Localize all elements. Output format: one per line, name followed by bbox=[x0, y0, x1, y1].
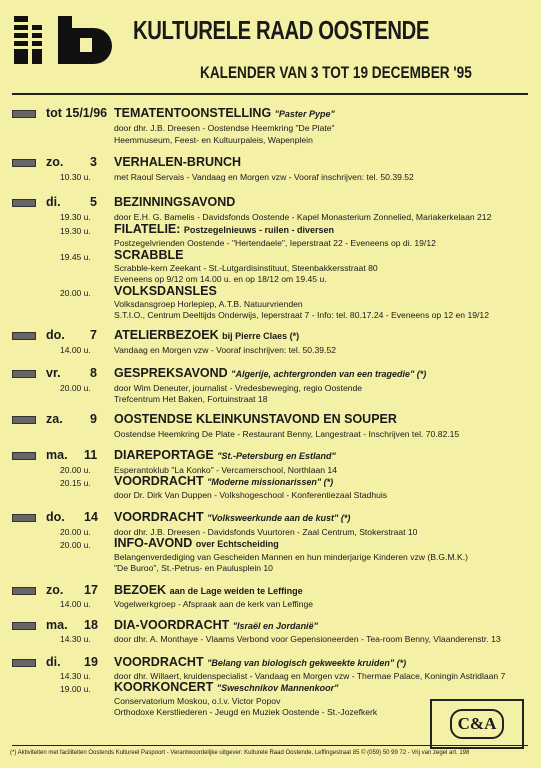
footer-note: (*) Aktiviteiten met faciliteiten Oostends Kultureel Paspoort - Verantwoordelijke uitgever: Kulturele Raad Oostende, Leffingestraat 85 © (059) 50 99 72 - Vrij van zegel art. 198 bbox=[10, 750, 470, 756]
entry-time: 10.30 u. bbox=[60, 172, 91, 182]
entry-marker bbox=[12, 199, 36, 207]
entry-daynum: 3 bbox=[90, 155, 97, 169]
entry-marker bbox=[12, 659, 36, 667]
entry-daynum: 7 bbox=[90, 328, 97, 342]
entry-detail: door E.H. G. Bamelis - Davidsfonds Oostende - Kapel Monasterium Zonnelied, Mariakerkelaan 212 bbox=[114, 212, 492, 222]
entry-detail: Trefcentrum Het Baken, Fortuinstraat 18 bbox=[114, 394, 268, 404]
entry-subtitle: KOORKONCERT "Sweschnikov Mannenkoor" bbox=[114, 680, 339, 694]
entry-detail: Conservatorium Moskou, o.l.v. Victor Popov bbox=[114, 696, 281, 706]
entry-marker bbox=[12, 452, 36, 460]
entry-marker bbox=[12, 110, 36, 118]
entry-title: VOORDRACHT "Belang van biologisch gekweekte kruiden" (*) bbox=[114, 655, 407, 669]
entry-time: 20.15 u. bbox=[60, 478, 91, 488]
entry-detail: Postzegelvrienden Oostende - "Hertendaele", Ieperstraat 22 - Eveneens op di. 19/12 bbox=[114, 238, 436, 248]
entry-detail: S.T.I.O., Centrum Deeltijds Onderwijs, Ieperstraat 7 - Info: tel. 80.17.24 - Eveneens op 12 en 19/12 bbox=[114, 310, 489, 320]
entry-detail: Vogelwerkgroep - Afspraak aan de kerk van Leffinge bbox=[114, 599, 314, 609]
entry-time: 20.00 u. bbox=[60, 383, 91, 393]
entry-marker bbox=[12, 416, 36, 424]
entry-daynum: 11 bbox=[84, 448, 98, 462]
entry-day: do. bbox=[46, 510, 65, 524]
entry-day: za. bbox=[46, 412, 63, 426]
entry-time: 19.45 u. bbox=[60, 252, 91, 262]
entry-detail: "De Buroo", St.-Petrus- en Paulusplein 10 bbox=[114, 563, 273, 573]
entry-day: zo. bbox=[46, 155, 64, 169]
entry-title: ATELIERBEZOEK bij Pierre Claes (*) bbox=[114, 328, 300, 342]
entry-marker bbox=[12, 587, 36, 595]
entry-daynum: 19 bbox=[84, 655, 98, 669]
entry-time: 19.30 u. bbox=[60, 226, 91, 236]
entry-detail: door Wim Deneuter, journalist - Vredesbeweging, regio Oostende bbox=[114, 383, 363, 393]
ca-logo-text: C&A bbox=[450, 709, 504, 739]
entry-detail: door dhr. J.B. Dreesen - Davidsfonds Vuurtoren - Zaal Centrum, Stokerstraat 10 bbox=[114, 527, 418, 537]
page-subtitle: KALENDER VAN 3 TOT 19 DECEMBER '95 bbox=[200, 63, 472, 82]
entry-title: DIAREPORTAGE "St.-Petersburg en Estland" bbox=[114, 448, 336, 462]
footer-divider bbox=[12, 745, 528, 746]
entry-detail: Scrabble-kern Zeekant - St.-Lutgardisinstituut, Steenbakkersstraat 80 bbox=[114, 263, 378, 273]
entry-day: ma. bbox=[46, 618, 68, 632]
entry-daynum: 14 bbox=[84, 510, 98, 524]
entry-time: 20.00 u. bbox=[60, 540, 91, 550]
entry-title: TEMATENTOONSTELLING "Paster Pype" bbox=[114, 106, 335, 120]
entry-marker bbox=[12, 514, 36, 522]
entry-marker bbox=[12, 370, 36, 378]
entry-detail: door dhr. A. Monthaye - Vlaams Verbond voor Gepensioneerden - Tea-room Benny, Vlaanderenstr. 13 bbox=[114, 634, 501, 644]
entry-time: 20.00 u. bbox=[60, 527, 91, 537]
header-divider bbox=[12, 93, 528, 95]
entry-detail: met Raoul Servais - Vandaag en Morgen vzw - Vooraf inschrijven: tel. 50.39.52 bbox=[114, 172, 414, 182]
entry-day: vr. bbox=[46, 366, 61, 380]
entry-subtitle: FILATELIE: Postzegelnieuws - ruilen - diversen bbox=[114, 222, 334, 236]
entry-detail: door Dr. Dirk Van Duppen - Volkshogeschool - Konferentiezaal Stadhuis bbox=[114, 490, 388, 500]
entry-time: 14.00 u. bbox=[60, 599, 91, 609]
entry-detail: door dhr. Willaert, kruidenspecialist - Vandaag en Morgen vzw - Thermae Palace, Koningin Astridlaan 7 bbox=[114, 671, 506, 681]
entry-subtitle: INFO-AVOND over Echtscheiding bbox=[114, 536, 279, 550]
entry-title: OOSTENDSE KLEINKUNSTAVOND EN SOUPER bbox=[114, 412, 397, 426]
entry-title: VERHALEN-BRUNCH bbox=[114, 155, 242, 169]
entry-daynum: 17 bbox=[84, 583, 98, 597]
entry-time: 20.00 u. bbox=[60, 465, 91, 475]
ca-logo bbox=[430, 699, 524, 749]
entry-detail: Volksdansgroep Horlepiep, A.T.B. Natuurvrienden bbox=[114, 299, 303, 309]
entry-time: 20.00 u. bbox=[60, 288, 91, 298]
entry-daynum: 5 bbox=[90, 195, 97, 209]
entry-time: 14.30 u. bbox=[60, 671, 91, 681]
entry-time: 19.30 u. bbox=[60, 212, 91, 222]
entry-day: zo. bbox=[46, 583, 64, 597]
entry-time: 14.00 u. bbox=[60, 345, 91, 355]
entry-title: VOORDRACHT "Volksweerkunde aan de kust" (*) bbox=[114, 510, 351, 524]
entry-subtitle: SCRABBLE bbox=[114, 248, 184, 262]
entry-daynum: 18 bbox=[84, 618, 98, 632]
entry-date: tot 15/1/96 bbox=[46, 106, 108, 120]
entry-detail: Orthodoxe Kerstliederen - Jeugd en Muziek Oostende - St.-Jozefkerk bbox=[114, 707, 378, 717]
entry-detail: Vandaag en Morgen vzw - Vooraf inschrijven: tel. 50.39.52 bbox=[114, 345, 336, 355]
entry-title: DIA-VOORDRACHT "Israël en Jordanië" bbox=[114, 618, 318, 632]
entry-marker bbox=[12, 159, 36, 167]
entry-day: di. bbox=[46, 655, 61, 669]
entry-subtitle: VOLKSDANSLES bbox=[114, 284, 217, 298]
entry-subtitle: VOORDRACHT "Moderne missionarissen" (*) bbox=[114, 474, 334, 488]
page-title: KULTURELE RAAD OOSTENDE bbox=[133, 15, 429, 45]
entry-daynum: 8 bbox=[90, 366, 97, 380]
entry-detail: Oostendse Heemkring De Plate - Restaurant Benny, Langestraat - Inschrijven tel. 70.82.15 bbox=[114, 429, 460, 439]
entry-title: BEZOEK aan de Lage weiden te Leffinge bbox=[114, 583, 303, 597]
entry-detail: door dhr. J.B. Dreesen - Oostendse Heemkring "De Plate" bbox=[114, 123, 335, 133]
entry-marker bbox=[12, 622, 36, 630]
entry-detail: Belangenverdediging van Gescheiden Mannen en hun minderjarige Kinderen vzw (B.G.M.K.) bbox=[114, 552, 468, 562]
entry-detail: Esperantoklub "La Konko" - Vercamerschool, Northlaan 14 bbox=[114, 465, 337, 475]
entry-detail: Heemmuseum, Feest- en Kultuurpaleis, Wapenplein bbox=[114, 135, 313, 145]
entry-day: ma. bbox=[46, 448, 68, 462]
entry-time: 14.30 u. bbox=[60, 634, 91, 644]
entry-detail: Eveneens op 9/12 om 14.00 u. en op 18/12 om 19.45 u. bbox=[114, 274, 327, 284]
entry-title: BEZINNINGSAVOND bbox=[114, 195, 236, 209]
entry-time: 19.00 u. bbox=[60, 684, 91, 694]
entry-day: do. bbox=[46, 328, 65, 342]
entry-marker bbox=[12, 332, 36, 340]
entry-title: GESPREKSAVOND "Algerije, achtergronden van een tragedie" (*) bbox=[114, 366, 427, 380]
entry-day: di. bbox=[46, 195, 61, 209]
kro-logo bbox=[14, 16, 126, 64]
entry-daynum: 9 bbox=[90, 412, 97, 426]
